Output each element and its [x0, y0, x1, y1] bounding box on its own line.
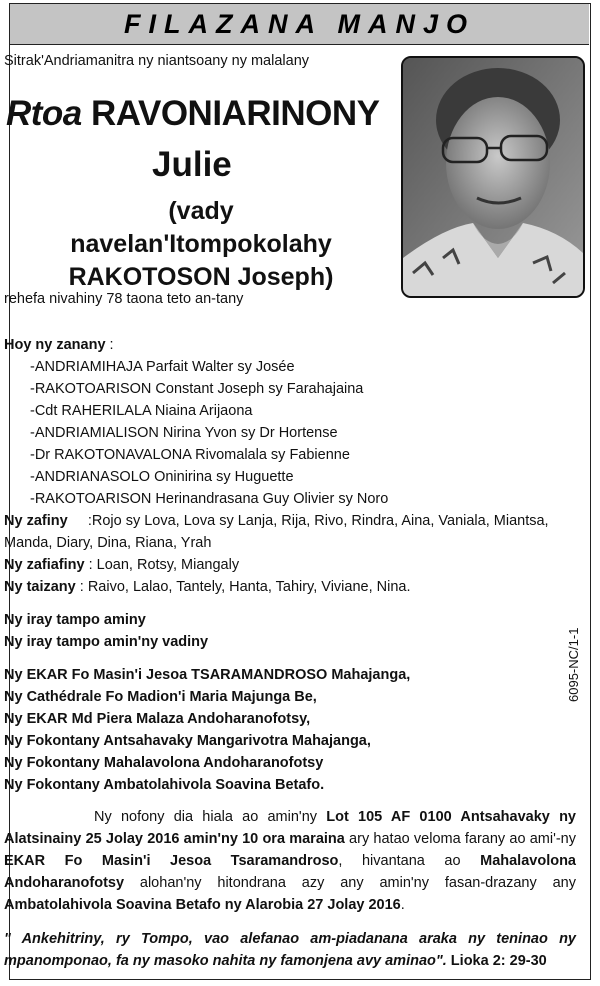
- family-lines: [4, 609, 208, 653]
- bible-quote: [4, 928, 576, 972]
- age-line: rehefa nivahiny 78 taona teto an-tany: [4, 291, 244, 307]
- institution-line: Ny EKAR Md Piera Malaza Andoharanofotsy,: [4, 711, 311, 727]
- surname: RAVONIARINONY: [91, 94, 380, 133]
- child-item: -RAKOTOARISON Herinandrasana Guy Olivier sy Noro: [30, 491, 389, 507]
- announcement-text: ary hatao veloma farany ao ami'-ny: [344, 831, 577, 847]
- notice-banner: [10, 4, 589, 45]
- institution-line: Ny EKAR Fo Masin'i Jesoa TSARAMANDROSO Mahajanga,: [4, 667, 411, 683]
- institutions-list: [4, 664, 410, 796]
- grandchildren-text: :Rojo sy Lova, Lova sy Lanja, Rija, Rivo, Rindra, Aina, Vaniala, Miantsa,: [87, 513, 549, 529]
- siblings-text: : Raivo, Lalao, Tantely, Hanta, Tahiry, Viviane, Nina.: [75, 579, 411, 595]
- spouse-info: [36, 195, 366, 294]
- child-item: -ANDRIANASOLO Oninirina sy Huguette: [30, 469, 294, 485]
- children-colon: :: [105, 337, 114, 353]
- portrait-photo: [401, 56, 585, 298]
- child-item: -RAKOTOARISON Constant Joseph sy Farahajaina: [30, 381, 364, 397]
- honorific: Rtoa: [6, 94, 82, 133]
- children-heading: [4, 334, 114, 356]
- siblings-line: [4, 576, 411, 598]
- announcement-text: , hivantana ao: [338, 853, 481, 869]
- child-item: -ANDRIAMIALISON Nirina Yvon sy Dr Hortense: [30, 425, 338, 441]
- great-grandchildren-label: Ny zafiafiny: [4, 557, 85, 573]
- announcement-text: alohan'ny hitondrana azy any amin'ny fasan-drazany any: [124, 875, 576, 891]
- great-grandchildren-line: [4, 554, 239, 576]
- institution-line: Ny Cathédrale Fo Madion'i Maria Majunga Be,: [4, 689, 317, 705]
- ad-code: 6095-NC/1-1: [566, 627, 581, 702]
- announcement-location-date: Lot 105 AF 0100 Antsahavaky ny Alatsinainy 25 Jolay 2016 amin'ny 10 ora maraina: [4, 809, 576, 847]
- announcement-burial: Ambatolahivola Soavina Betafo ny Alarobia 27 Jolay 2016: [4, 897, 401, 913]
- quote-text: " Ankehitriny, ry Tompo, vao alefanao am-piadanana araka ny teninao ny mpanomponao, fa ny masoko nahita ny famonjena avy aminao".: [4, 931, 576, 969]
- spouse-line-1: (vady navelan'Itompokolahy: [70, 197, 332, 258]
- family-line: Ny iray tampo aminy: [4, 612, 146, 628]
- announcement-text: Ny nofony dia hiala ao amin'ny: [94, 809, 327, 825]
- children-list: [30, 356, 388, 510]
- child-item: -Dr RAKOTONAVALONA Rivomalala sy Fabienne: [30, 447, 350, 463]
- quote-reference: Lioka 2: 29-30: [446, 953, 547, 969]
- grandchildren-label: Ny zafiny: [4, 513, 68, 529]
- family-line: Ny iray tampo amin'ny vadiny: [4, 634, 209, 650]
- given-name: Julie: [152, 145, 232, 184]
- announcement-church: EKAR Fo Masin'i Jesoa Tsaramandroso: [4, 853, 339, 869]
- child-item: -ANDRIAMIHAJA Parfait Walter sy Josée: [30, 359, 295, 375]
- institution-line: Ny Fokontany Ambatolahivola Soavina Betafo.: [4, 777, 325, 793]
- children-label: Hoy ny zanany: [4, 337, 106, 353]
- intro-line: Sitrak'Andriamanitra ny niantsoany ny malalany: [4, 53, 310, 69]
- spouse-line-2: RAKOTOSON Joseph): [68, 263, 334, 291]
- deceased-name: [6, 94, 379, 134]
- institution-line: Ny Fokontany Mahalavolona Andoharanofotsy: [4, 755, 324, 771]
- great-grandchildren-text: : Loan, Rotsy, Miangaly: [84, 557, 240, 573]
- announcement-place: Mahalavolona Andoharanofotsy: [4, 853, 576, 891]
- announcement-text: .: [400, 897, 405, 913]
- siblings-label: Ny taizany: [4, 579, 76, 595]
- announcement-paragraph: [4, 806, 576, 916]
- institution-line: Ny Fokontany Antsahavaky Mangarivotra Mahajanga,: [4, 733, 371, 749]
- grandchildren-line: [4, 510, 549, 532]
- child-item: -Cdt RAHERILALA Niaina Arijaona: [30, 403, 253, 419]
- grandchildren-line-2: Manda, Diary, Dina, Riana, Yrah: [4, 535, 212, 551]
- notice-title: FILAZANA MANJO: [124, 8, 475, 39]
